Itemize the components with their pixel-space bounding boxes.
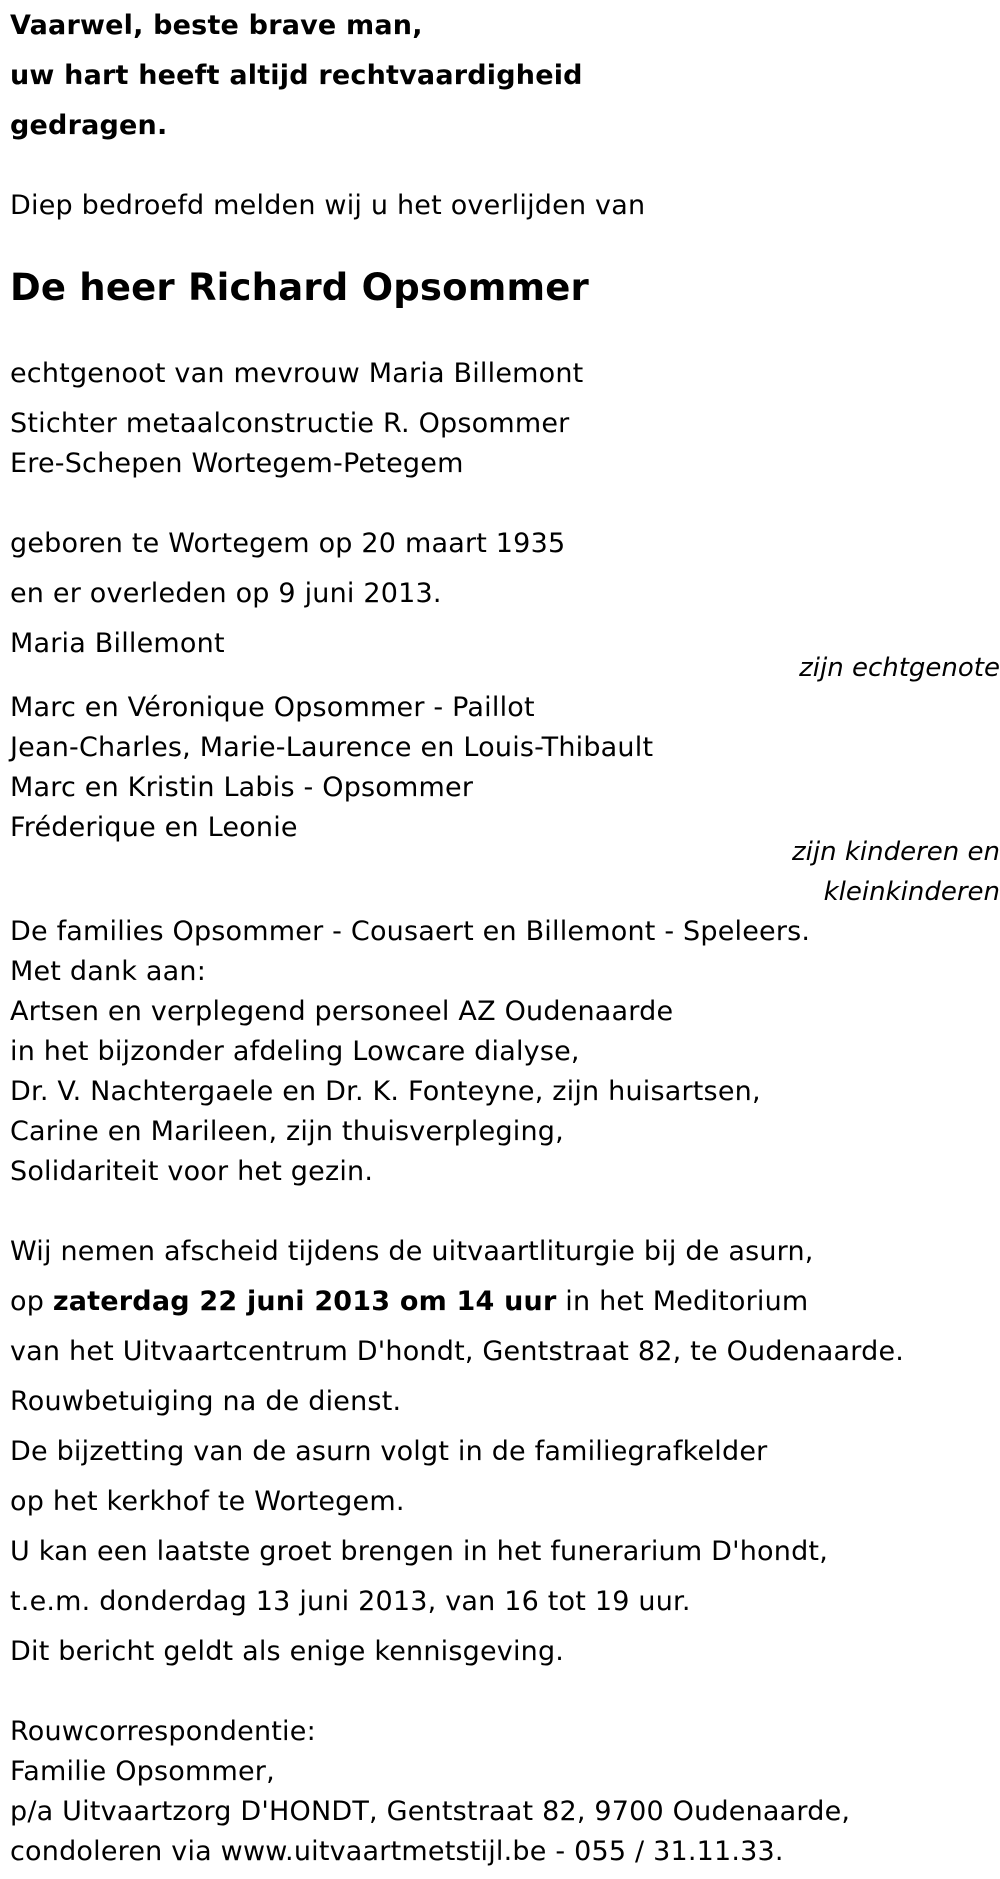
children-line-3: Marc en Kristin Labis - Opsommer xyxy=(10,772,474,803)
birth-line: geboren te Wortegem op 20 maart 1935 xyxy=(10,528,566,559)
children-line-4: Fréderique en Leonie xyxy=(10,812,298,843)
children-line-2: Jean-Charles, Marie-Laurence en Louis-Thibault xyxy=(10,732,654,763)
title-line-1: echtgenoot van mevrouw Maria Billemont xyxy=(10,358,584,389)
deceased-name: De heer Richard Opsommer xyxy=(10,266,590,309)
ceremony-prefix: op xyxy=(10,1286,53,1317)
title-line-2: Stichter metaalconstructie R. Opsommer xyxy=(10,408,570,439)
intro-text: Diep bedroefd melden wij u het overlijden van xyxy=(10,190,646,221)
thanks-line-4: Dr. V. Nachtergaele en Dr. K. Fonteyne, zijn huisartsen, xyxy=(10,1076,761,1107)
ceremony-line-4: Rouwbetuiging na de dienst. xyxy=(10,1386,402,1417)
thanks-line-2: Artsen en verplegend personeel AZ Oudenaarde xyxy=(10,996,674,1027)
correspondence-line-4: condoleren via www.uitvaartmetstijl.be - 055 / 31.11.33. xyxy=(10,1836,784,1867)
motto-line-3: gedragen. xyxy=(10,110,168,141)
motto-line-1: Vaarwel, beste brave man, xyxy=(10,10,423,41)
spouse-name: Maria Billemont xyxy=(10,628,225,659)
thanks-line-6: Solidariteit voor het gezin. xyxy=(10,1156,374,1187)
title-line-3: Ere-Schepen Wortegem-Petegem xyxy=(10,448,464,479)
correspondence-line-1: Rouwcorrespondentie: xyxy=(10,1716,316,1747)
ceremony-line-1: Wij nemen afscheid tijdens de uitvaartliturgie bij de asurn, xyxy=(10,1236,814,1267)
ceremony-line-5: De bijzetting van de asurn volgt in de familiegrafkelder xyxy=(10,1436,768,1467)
children-relation-line-1: zijn kinderen en xyxy=(792,837,1000,867)
ceremony-line-2 xyxy=(10,1284,808,1320)
ceremony-line-7: U kan een laatste groet brengen in het funerarium D'hondt, xyxy=(10,1536,828,1567)
children-line-1: Marc en Véronique Opsommer - Paillot xyxy=(10,692,535,723)
death-line: en er overleden op 9 juni 2013. xyxy=(10,578,442,609)
ceremony-line-3: van het Uitvaartcentrum D'hondt, Gentstraat 82, te Oudenaarde. xyxy=(10,1336,905,1367)
motto-line-2: uw hart heeft altijd rechtvaardigheid xyxy=(10,60,583,91)
ceremony-location: in het Meditorium xyxy=(556,1286,809,1317)
spouse-relation: zijn echtgenote xyxy=(799,653,1000,683)
correspondence-line-2: Familie Opsommer, xyxy=(10,1756,275,1787)
thanks-line-5: Carine en Marileen, zijn thuisverpleging, xyxy=(10,1116,564,1147)
children-relation-line-2: kleinkinderen xyxy=(823,877,1000,907)
ceremony-line-9: Dit bericht geldt als enige kennisgeving. xyxy=(10,1636,565,1667)
ceremony-line-8: t.e.m. donderdag 13 juni 2013, van 16 tot 19 uur. xyxy=(10,1586,691,1617)
correspondence-line-3: p/a Uitvaartzorg D'HONDT, Gentstraat 82, 9700 Oudenaarde, xyxy=(10,1796,851,1827)
ceremony-date: zaterdag 22 juni 2013 om 14 uur xyxy=(52,1286,557,1317)
thanks-line-1: Met dank aan: xyxy=(10,956,206,987)
thanks-line-3: in het bijzonder afdeling Lowcare dialyse, xyxy=(10,1036,580,1067)
families-line: De families Opsommer - Cousaert en Billemont - Speleers. xyxy=(10,916,811,947)
ceremony-line-6: op het kerkhof te Wortegem. xyxy=(10,1486,405,1517)
